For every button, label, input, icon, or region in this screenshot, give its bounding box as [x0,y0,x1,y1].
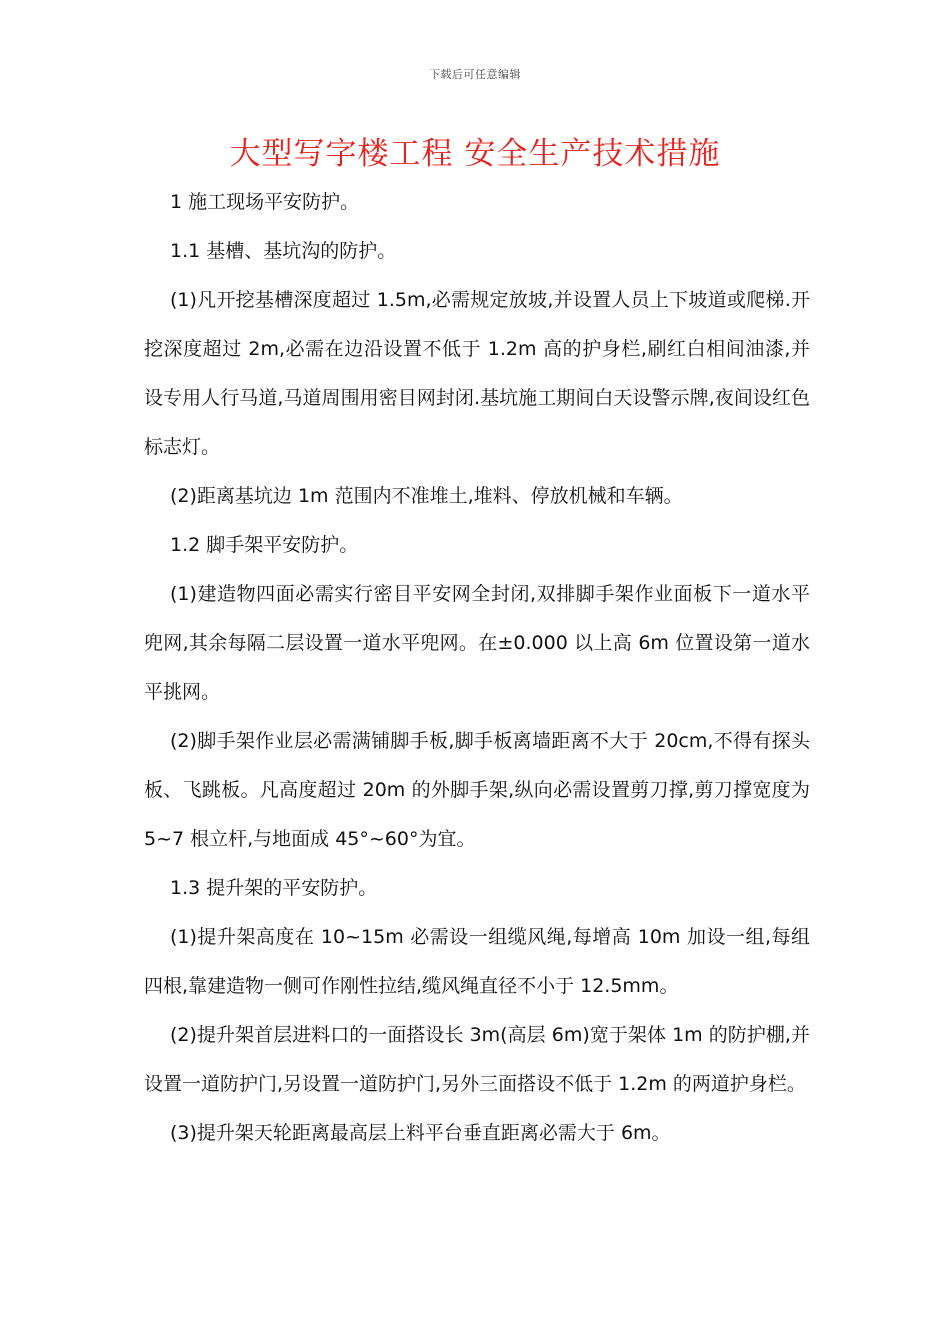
subsection-heading: 1.1 基槽、基坑沟的防护。 [170,240,397,262]
paragraph: (1)提升架高度在 10~15m 必需设一组缆风绳,每增高 10m 加设一组,每组四根,靠建造物一侧可作刚性拉结,缆风绳直径不小于 12.5mm。 [144,926,810,997]
paragraph: (2)距离基坑边 1m 范围内不准堆土,堆料、停放机械和车辆。 [170,485,683,507]
header-note: 下载后可任意编辑 [429,68,521,81]
paragraph: (3)提升架天轮距离最高层上料平台垂直距离必需大于 6m。 [170,1122,671,1144]
paragraph: (2)脚手架作业层必需满铺脚手板,脚手板离墙距离不大于 20cm,不得有探头板、飞跳板。凡高度超过 20m 的外脚手架,纵向必需设置剪刀撑,剪刀撑宽度为 5~7 根立杆,与地面成 45°~60°为宜。 [144,730,810,850]
document-title: 大型写字楼工程 安全生产技术措施 [229,136,721,172]
document-body [144,178,810,1158]
paragraph: (1)建造物四面必需实行密目平安网全封闭,双排脚手架作业面板下一道水平兜网,其余每隔二层设置一道水平兜网。在±0.000 以上高 6m 位置设第一道水平挑网。 [144,583,810,703]
subsection-heading: 1.2 脚手架平安防护。 [170,534,359,556]
paragraph: (1)凡开挖基槽深度超过 1.5m,必需规定放坡,并设置人员上下坡道或爬梯.开挖深度超过 2m,必需在边沿设置不低于 1.2m 高的护身栏,刷红白相间油漆,并设专用人行马道,马道周围用密目网封闭.基坑施工期间白天设警示牌,夜间设红色标志灯。 [144,289,810,458]
section-heading: 1 施工现场平安防护。 [170,191,360,213]
subsection-heading: 1.3 提升架的平安防护。 [170,877,378,899]
paragraph: (2)提升架首层进料口的一面搭设长 3m(高层 6m)宽于架体 1m 的防护棚,并设置一道防护门,另设置一道防护门,另外三面搭设不低于 1.2m 的两道护身栏。 [144,1024,810,1095]
